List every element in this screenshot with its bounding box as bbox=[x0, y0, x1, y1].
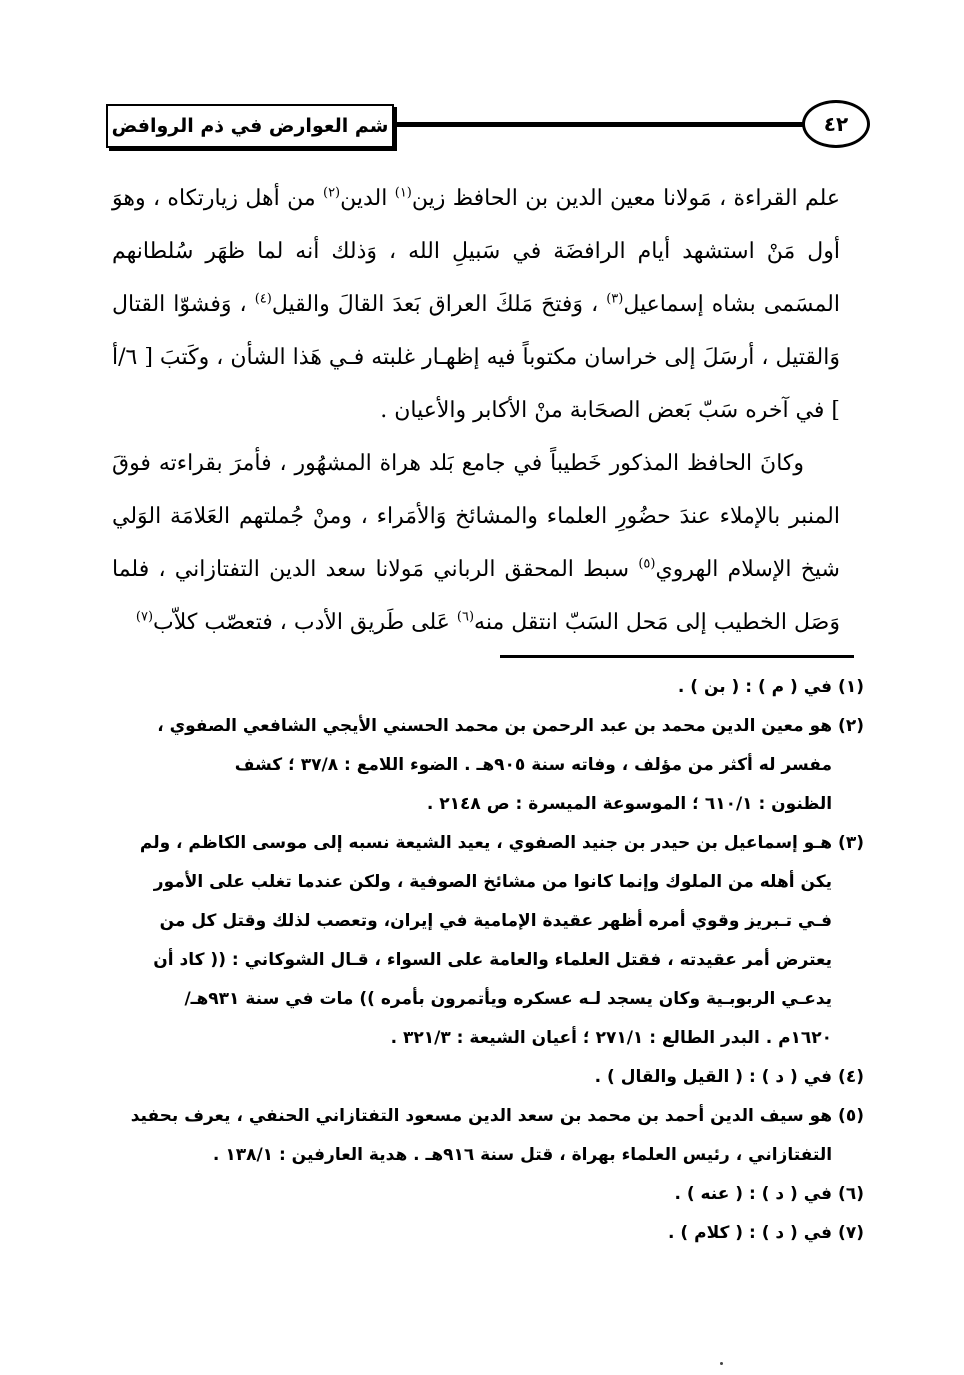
footnote-line: في ( م ) : ( بن ) . bbox=[677, 677, 833, 697]
footnote-item bbox=[104, 1097, 864, 1175]
main-text bbox=[112, 172, 840, 649]
footnote-line: هو سيف الدين أحمد بن محمد بن سعد الدين مسعود التفتازاني الحنفي ، يعرف بحفيد bbox=[130, 1106, 833, 1126]
footnote-item bbox=[104, 1175, 864, 1214]
footnote-ref: (٢) bbox=[322, 185, 341, 201]
footnote-item bbox=[104, 824, 864, 1058]
footnote-number: (٤) bbox=[838, 1067, 864, 1087]
scan-speck bbox=[720, 1362, 723, 1365]
page-header bbox=[106, 98, 870, 150]
footnote-number: (٧) bbox=[838, 1223, 864, 1243]
footnote-number: (٢) bbox=[838, 716, 864, 736]
footnote-line: فـي تـبريز وقوي أمره أظهر عقيدة الإمامية في إيران، وتعصب لذلك وقتل كل من bbox=[159, 911, 833, 931]
footnote-number: (٥) bbox=[838, 1106, 864, 1126]
text-span: الدين bbox=[340, 186, 395, 211]
footnote-number: (٣) bbox=[838, 833, 864, 853]
footnote-ref: (٤) bbox=[254, 291, 272, 307]
footnote-text bbox=[104, 707, 832, 824]
footnote-text bbox=[104, 1214, 832, 1253]
footnote-ref: (١) bbox=[394, 185, 412, 201]
footnote-item bbox=[104, 1058, 864, 1097]
text-span: من أهل زيارتكاه ، وهوَ أول مَنْ استشهد أيام الرافضَة في سَبيلِ الله ، وَذلك أنه لما ظهَر سُلطانهم المسَمى بشاه إسماعيل bbox=[112, 186, 840, 317]
footnote-ref: (٥) bbox=[638, 556, 656, 572]
footnote-line: يعترض أمر عقيدته ، فقتل العلماء والعامة على السواء ، قـال الشوكاني : (( كاد أن bbox=[153, 950, 833, 970]
footnote-line: يكن أهله من الملوك وإنما كانوا من مشائخ الصوفية ، ولكن عندما تغلب على الأمور bbox=[153, 872, 833, 892]
footnote-number: (٦) bbox=[838, 1184, 864, 1204]
text-span: عَلى طَريق الأدب ، فتعصّب كلاّب bbox=[153, 610, 457, 635]
footnote-number: (١) bbox=[838, 677, 864, 697]
footnote-item bbox=[104, 1214, 864, 1253]
footnote-line: التفتازاني ، رئيس العلماء بهراة ، قتل سنة ٩١٦هـ . هدية العارفين : ١٣٨/١ . bbox=[212, 1145, 833, 1165]
footnote-line: هـو إسماعيل بن حيدر بن جنيد الصفوي ، يعيد الشيعة نسبه إلى موسى الكاظم ، ولم bbox=[139, 833, 833, 853]
footnote-line: في ( د ) : ( كلام ) . bbox=[668, 1223, 833, 1243]
footnote-text bbox=[104, 824, 832, 1058]
footnote-line: يدعـي الربوبـية وكان يسجد لـه عسكره ويأتمرون بأمره )) مات في سنة ٩٣١هـ/ bbox=[184, 989, 833, 1009]
page-number: ٤٢ bbox=[802, 100, 870, 148]
footnote-text bbox=[104, 1175, 832, 1214]
text-span: سبط المحقق الرباني مَولانا سعد الدين التفتازاني ، فلما وَصَل الخطيب إلى مَحل السَبّ انتقل منه bbox=[112, 557, 840, 635]
footnote-text bbox=[104, 1097, 832, 1175]
footnote-ref: (٦) bbox=[456, 609, 475, 625]
text-span: ، وَفشوّا القتال وَالقتيل ، أرسَلَ إلى خراسان مكتوباً فيه إظهـار غلبته فـي هَذا الشأن ، وكَتبَ [ ٦/أ ] في آخره سَبّ بَعض الصحَابة منْ الأكابر والأعيان . bbox=[112, 292, 840, 423]
paragraph-2 bbox=[112, 437, 840, 649]
footnote-ref: (٧) bbox=[135, 609, 154, 625]
footnote-line: في ( د ) : ( القيل والقال ) . bbox=[594, 1067, 833, 1087]
footnote-line: مفسر له أكثر من مؤلف ، وفاته سنة ٩٠٥هـ . الضوء اللامع : ٣٧/٨ ؛ كشف bbox=[234, 755, 833, 775]
footnote-line: الظنون : ٦١٠/١ ؛ الموسوعة الميسرة : ص ٢١٤٨ . bbox=[426, 794, 833, 814]
footnote-line: هو معين الدين محمد بن عبد الرحمن بن محمد الحسني الأيجي الشافعي الصفوي ، bbox=[157, 716, 833, 736]
footnote-item bbox=[104, 668, 864, 707]
footnote-separator bbox=[500, 655, 854, 658]
running-title: شم العوارض في ذم الروافض bbox=[106, 104, 394, 148]
footnote-ref: (٣) bbox=[606, 291, 624, 307]
footnote-line: في ( د ) : ( عنه ) . bbox=[674, 1184, 833, 1204]
footnote-text bbox=[104, 1058, 832, 1097]
footnote-line: ١٦٢٠م . البدر الطالع : ٢٧١/١ ؛ أعيان الشيعة : ٣٢١/٣ . bbox=[390, 1028, 833, 1048]
footnotes bbox=[104, 668, 864, 1253]
paragraph-1 bbox=[112, 172, 840, 437]
footnote-item bbox=[104, 707, 864, 824]
text-span: علم القراءة ، مَولانا معين الدين بن الحافظ زين bbox=[411, 186, 841, 211]
footnote-text bbox=[104, 668, 832, 707]
text-span: وكانَ الحافظ المذكور خَطيباً في جامع بَلد هراة المشهُور ، فأمرَ بقراءته فوقَ المنبر بالإملاء عندَ حضُورِ العلماء والمشائخ وَالأمَراء ، ومنْ جُملتهم العَلامَة الوَلي شيخ الإسلام الهروي bbox=[112, 451, 840, 582]
text-span: ، وَفتحَ مَلكَ العراق بَعدَ القالَ والقيل bbox=[271, 292, 607, 317]
